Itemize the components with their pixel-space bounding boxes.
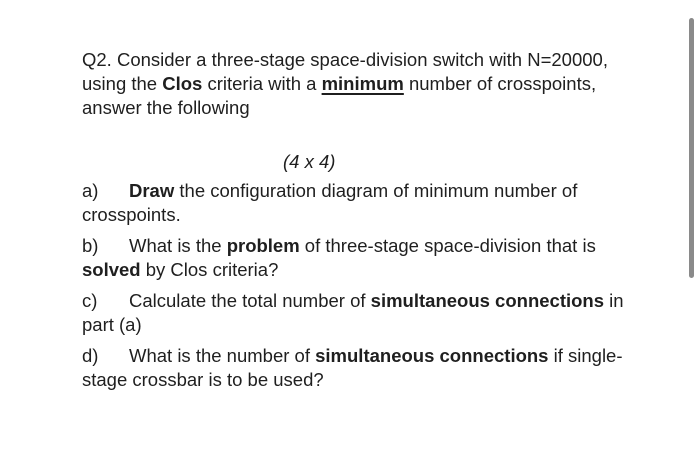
part-c [82,289,642,337]
intro-minimum: minimum [321,73,404,94]
intro-prefix: Q2. Consider a three-stage space-division switch with N=20000, using the [82,49,608,94]
part-a-bold: Draw [129,180,175,201]
part-c-label: c) [82,290,98,311]
part-c-bold1: simultaneous connections [370,290,605,311]
part-d-bold1: simultaneous connections [315,345,549,366]
intro-mid: criteria with a [202,73,322,94]
part-d-text2: if single-stage crossbar is to be used? [82,345,623,390]
part-a [82,179,642,227]
part-b [82,234,642,282]
part-d [82,344,642,392]
part-b-bold1: problem [226,235,300,256]
part-c-text2: in part (a) [82,290,624,335]
part-b-text2: of three-stage space-division that is [299,235,596,256]
vertical-scrollbar[interactable] [689,18,694,278]
part-a-label: a) [82,180,99,201]
intro-suffix: number of crosspoints, answer the following [82,73,597,118]
part-b-bold2: solved [82,259,141,280]
intro-clos: Clos [162,73,203,94]
part-d-label: d) [82,345,99,366]
part-c-text1: Calculate the total number of [129,290,371,311]
part-b-label: b) [82,235,99,256]
part-b-text3: by Clos criteria? [140,259,279,280]
part-b-text1: What is the [129,235,227,256]
question-intro [82,48,642,120]
part-d-text1: What is the number of [129,345,316,366]
marks-label: (4 x 4) [283,151,336,172]
part-a-text: the configuration diagram of minimum number of crosspoints. [82,180,578,225]
